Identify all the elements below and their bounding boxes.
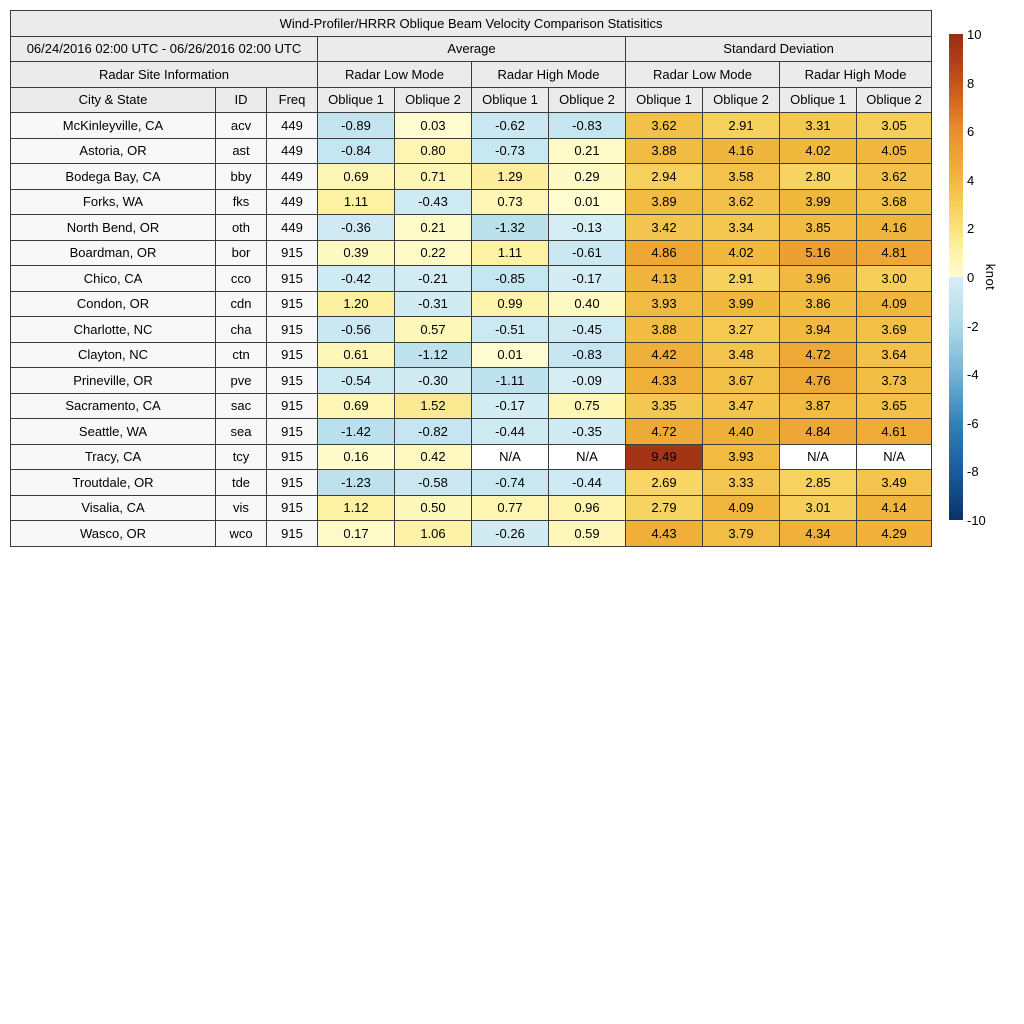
table-row (11, 215, 932, 241)
value-cell: 4.13 (626, 266, 703, 292)
value-cell: -0.56 (318, 317, 395, 343)
value-cell: 3.93 (703, 444, 780, 470)
freq-cell: 449 (267, 215, 318, 241)
id-cell: oth (216, 215, 267, 241)
value-cell: 1.20 (318, 291, 395, 317)
value-cell: -0.73 (472, 138, 549, 164)
value-cell: 4.84 (780, 419, 857, 445)
title-row (11, 11, 932, 37)
value-cell: 2.91 (703, 113, 780, 139)
oblique1-column-header: Oblique 1 (780, 87, 857, 113)
value-cell: -0.74 (472, 470, 549, 496)
value-cell: 2.85 (780, 470, 857, 496)
value-cell: 3.34 (703, 215, 780, 241)
group-header-row (11, 36, 932, 62)
city-cell: Chico, CA (11, 266, 216, 292)
value-cell: -0.31 (395, 291, 472, 317)
id-cell: ctn (216, 342, 267, 368)
table-row (11, 240, 932, 266)
value-cell: -0.09 (549, 368, 626, 394)
value-cell: 3.58 (703, 164, 780, 190)
city-cell: Boardman, OR (11, 240, 216, 266)
value-cell: 4.09 (703, 495, 780, 521)
value-cell: 1.11 (472, 240, 549, 266)
value-cell: 0.21 (549, 138, 626, 164)
id-cell: cha (216, 317, 267, 343)
freq-cell: 915 (267, 342, 318, 368)
value-cell: 3.69 (857, 317, 932, 343)
value-cell: 3.89 (626, 189, 703, 215)
value-cell: 0.40 (549, 291, 626, 317)
std-radar-low-mode-header: Radar Low Mode (626, 62, 780, 88)
value-cell: 4.14 (857, 495, 932, 521)
value-cell: 3.01 (780, 495, 857, 521)
value-cell: 3.65 (857, 393, 932, 419)
colorbar-tick-label: -4 (967, 367, 979, 383)
table-row (11, 113, 932, 139)
city-cell: McKinleyville, CA (11, 113, 216, 139)
value-cell: 3.62 (857, 164, 932, 190)
table-row (11, 470, 932, 496)
value-cell: 0.50 (395, 495, 472, 521)
value-cell: -0.61 (549, 240, 626, 266)
value-cell: N/A (472, 444, 549, 470)
value-cell: 3.35 (626, 393, 703, 419)
city-cell: Wasco, OR (11, 521, 216, 547)
city-state-column-header: City & State (11, 87, 216, 113)
value-cell: 4.33 (626, 368, 703, 394)
city-cell: Forks, WA (11, 189, 216, 215)
id-cell: ast (216, 138, 267, 164)
value-cell: 4.72 (626, 419, 703, 445)
value-cell: -0.17 (472, 393, 549, 419)
colorbar-tick-label: -10 (967, 513, 986, 528)
value-cell: 3.94 (780, 317, 857, 343)
column-header-row (11, 87, 932, 113)
value-cell: 2.91 (703, 266, 780, 292)
value-cell: -0.26 (472, 521, 549, 547)
freq-cell: 449 (267, 138, 318, 164)
value-cell: 3.47 (703, 393, 780, 419)
value-cell: 0.75 (549, 393, 626, 419)
value-cell: 4.72 (780, 342, 857, 368)
table-row (11, 342, 932, 368)
value-cell: -0.83 (549, 342, 626, 368)
table-row (11, 521, 932, 547)
freq-column-header: Freq (267, 87, 318, 113)
id-cell: bby (216, 164, 267, 190)
freq-cell: 915 (267, 240, 318, 266)
value-cell: 3.73 (857, 368, 932, 394)
table-row (11, 317, 932, 343)
value-cell: 0.96 (549, 495, 626, 521)
value-cell: N/A (780, 444, 857, 470)
value-cell: 4.81 (857, 240, 932, 266)
city-cell: North Bend, OR (11, 215, 216, 241)
id-cell: sac (216, 393, 267, 419)
std-radar-high-mode-header: Radar High Mode (780, 62, 932, 88)
value-cell: N/A (549, 444, 626, 470)
city-cell: Visalia, CA (11, 495, 216, 521)
value-cell: 4.61 (857, 419, 932, 445)
avg-radar-low-mode-header: Radar Low Mode (318, 62, 472, 88)
value-cell: -0.45 (549, 317, 626, 343)
value-cell: -0.44 (472, 419, 549, 445)
value-cell: 4.16 (857, 215, 932, 241)
value-cell: -0.43 (395, 189, 472, 215)
value-cell: -1.11 (472, 368, 549, 394)
value-cell: -0.51 (472, 317, 549, 343)
value-cell: 1.29 (472, 164, 549, 190)
value-cell: -1.32 (472, 215, 549, 241)
oblique2-column-header: Oblique 2 (703, 87, 780, 113)
city-cell: Clayton, NC (11, 342, 216, 368)
value-cell: -0.85 (472, 266, 549, 292)
oblique1-column-header: Oblique 1 (318, 87, 395, 113)
value-cell: 4.02 (703, 240, 780, 266)
oblique1-column-header: Oblique 1 (472, 87, 549, 113)
value-cell: 0.42 (395, 444, 472, 470)
id-cell: cdn (216, 291, 267, 317)
value-cell: 0.80 (395, 138, 472, 164)
value-cell: 3.93 (626, 291, 703, 317)
value-cell: -0.82 (395, 419, 472, 445)
value-cell: -0.36 (318, 215, 395, 241)
table-row (11, 189, 932, 215)
oblique2-column-header: Oblique 2 (549, 87, 626, 113)
colorbar-tick-label: 2 (967, 221, 975, 237)
id-cell: tde (216, 470, 267, 496)
value-cell: 0.69 (318, 164, 395, 190)
value-cell: 1.12 (318, 495, 395, 521)
value-cell: -0.54 (318, 368, 395, 394)
value-cell: 4.16 (703, 138, 780, 164)
table-row (11, 138, 932, 164)
value-cell: -0.89 (318, 113, 395, 139)
table-row (11, 495, 932, 521)
table-row (11, 164, 932, 190)
value-cell: -0.30 (395, 368, 472, 394)
value-cell: 3.33 (703, 470, 780, 496)
value-cell: 4.02 (780, 138, 857, 164)
value-cell: -0.35 (549, 419, 626, 445)
freq-cell: 915 (267, 393, 318, 419)
value-cell: -1.12 (395, 342, 472, 368)
city-cell: Seattle, WA (11, 419, 216, 445)
value-cell: 0.57 (395, 317, 472, 343)
value-cell: 3.68 (857, 189, 932, 215)
value-cell: N/A (857, 444, 932, 470)
colorbar-tick-label: -8 (967, 464, 979, 480)
city-cell: Troutdale, OR (11, 470, 216, 496)
value-cell: 0.01 (472, 342, 549, 368)
freq-cell: 449 (267, 189, 318, 215)
table-row (11, 368, 932, 394)
value-cell: 4.05 (857, 138, 932, 164)
radar-site-info-header: Radar Site Information (11, 62, 318, 88)
value-cell: 0.99 (472, 291, 549, 317)
freq-cell: 915 (267, 291, 318, 317)
value-cell: 0.22 (395, 240, 472, 266)
city-cell: Charlotte, NC (11, 317, 216, 343)
value-cell: 4.34 (780, 521, 857, 547)
colorbar-gradient (949, 34, 963, 520)
value-cell: 4.42 (626, 342, 703, 368)
table-row (11, 444, 932, 470)
freq-cell: 915 (267, 266, 318, 292)
value-cell: 3.88 (626, 138, 703, 164)
value-cell: 3.31 (780, 113, 857, 139)
value-cell: 3.99 (780, 189, 857, 215)
oblique2-column-header: Oblique 2 (395, 87, 472, 113)
freq-cell: 915 (267, 495, 318, 521)
value-cell: 0.69 (318, 393, 395, 419)
city-cell: Astoria, OR (11, 138, 216, 164)
value-cell: 3.79 (703, 521, 780, 547)
value-cell: 4.76 (780, 368, 857, 394)
value-cell: 3.42 (626, 215, 703, 241)
value-cell: -0.17 (549, 266, 626, 292)
value-cell: 3.85 (780, 215, 857, 241)
value-cell: 0.71 (395, 164, 472, 190)
colorbar-tick-label: -6 (967, 415, 979, 431)
value-cell: 0.61 (318, 342, 395, 368)
freq-cell: 915 (267, 444, 318, 470)
value-cell: -1.23 (318, 470, 395, 496)
value-cell: 2.94 (626, 164, 703, 190)
oblique2-column-header: Oblique 2 (857, 87, 932, 113)
id-column-header: ID (216, 87, 267, 113)
value-cell: 3.49 (857, 470, 932, 496)
value-cell: 3.62 (626, 113, 703, 139)
avg-radar-high-mode-header: Radar High Mode (472, 62, 626, 88)
value-cell: 0.03 (395, 113, 472, 139)
city-cell: Condon, OR (11, 291, 216, 317)
value-cell: 1.06 (395, 521, 472, 547)
value-cell: -0.42 (318, 266, 395, 292)
value-cell: 3.64 (857, 342, 932, 368)
city-cell: Prineville, OR (11, 368, 216, 394)
city-cell: Bodega Bay, CA (11, 164, 216, 190)
id-cell: fks (216, 189, 267, 215)
value-cell: 0.29 (549, 164, 626, 190)
id-cell: acv (216, 113, 267, 139)
value-cell: 0.01 (549, 189, 626, 215)
value-cell: -1.42 (318, 419, 395, 445)
colorbar-tick-label: 0 (967, 270, 975, 285)
colorbar-tick-label: -2 (967, 318, 979, 334)
freq-cell: 449 (267, 164, 318, 190)
value-cell: 3.88 (626, 317, 703, 343)
value-cell: -0.62 (472, 113, 549, 139)
id-cell: vis (216, 495, 267, 521)
value-cell: 3.62 (703, 189, 780, 215)
value-cell: 0.77 (472, 495, 549, 521)
freq-cell: 915 (267, 317, 318, 343)
value-cell: -0.84 (318, 138, 395, 164)
value-cell: 3.27 (703, 317, 780, 343)
value-cell: 3.67 (703, 368, 780, 394)
table-row (11, 393, 932, 419)
value-cell: 0.39 (318, 240, 395, 266)
value-cell: 4.09 (857, 291, 932, 317)
id-cell: cco (216, 266, 267, 292)
value-cell: 3.86 (780, 291, 857, 317)
value-cell: 4.43 (626, 521, 703, 547)
value-cell: 1.52 (395, 393, 472, 419)
colorbar-tick-label: 6 (967, 124, 975, 140)
value-cell: 9.49 (626, 444, 703, 470)
mode-header-row (11, 62, 932, 88)
value-cell: 0.21 (395, 215, 472, 241)
freq-cell: 915 (267, 368, 318, 394)
value-cell: -0.58 (395, 470, 472, 496)
freq-cell: 449 (267, 113, 318, 139)
value-cell: 3.96 (780, 266, 857, 292)
table-row (11, 291, 932, 317)
colorbar-unit-label: knot (983, 263, 998, 291)
table-body (11, 113, 932, 547)
id-cell: wco (216, 521, 267, 547)
value-cell: 3.99 (703, 291, 780, 317)
value-cell: 3.87 (780, 393, 857, 419)
value-cell: 3.48 (703, 342, 780, 368)
table-row (11, 419, 932, 445)
table-row (11, 266, 932, 292)
value-cell: 0.59 (549, 521, 626, 547)
id-cell: pve (216, 368, 267, 394)
value-cell: 3.05 (857, 113, 932, 139)
value-cell: -0.83 (549, 113, 626, 139)
id-cell: sea (216, 419, 267, 445)
colorbar-tick-label: 8 (967, 75, 975, 91)
value-cell: -0.44 (549, 470, 626, 496)
id-cell: bor (216, 240, 267, 266)
value-cell: 2.80 (780, 164, 857, 190)
oblique1-column-header: Oblique 1 (626, 87, 703, 113)
value-cell: 1.11 (318, 189, 395, 215)
value-cell: 0.17 (318, 521, 395, 547)
average-group-header: Average (318, 36, 626, 62)
value-cell: 0.73 (472, 189, 549, 215)
page-title: Wind-Profiler/HRRR Oblique Beam Velocity Comparison Statisitics (11, 11, 932, 37)
value-cell: 4.40 (703, 419, 780, 445)
value-cell: 4.29 (857, 521, 932, 547)
date-range: 06/24/2016 02:00 UTC - 06/26/2016 02:00 UTC (11, 36, 318, 62)
value-cell: 3.00 (857, 266, 932, 292)
city-cell: Sacramento, CA (11, 393, 216, 419)
value-cell: 2.69 (626, 470, 703, 496)
city-cell: Tracy, CA (11, 444, 216, 470)
freq-cell: 915 (267, 419, 318, 445)
colorbar-tick-label: 4 (967, 172, 975, 188)
value-cell: 4.86 (626, 240, 703, 266)
value-cell: -0.21 (395, 266, 472, 292)
freq-cell: 915 (267, 521, 318, 547)
value-cell: 5.16 (780, 240, 857, 266)
stats-table (10, 10, 932, 547)
value-cell: 2.79 (626, 495, 703, 521)
value-cell: 0.16 (318, 444, 395, 470)
std-deviation-group-header: Standard Deviation (626, 36, 932, 62)
colorbar-tick-label: 10 (967, 27, 982, 42)
value-cell: -0.13 (549, 215, 626, 241)
freq-cell: 915 (267, 470, 318, 496)
id-cell: tcy (216, 444, 267, 470)
